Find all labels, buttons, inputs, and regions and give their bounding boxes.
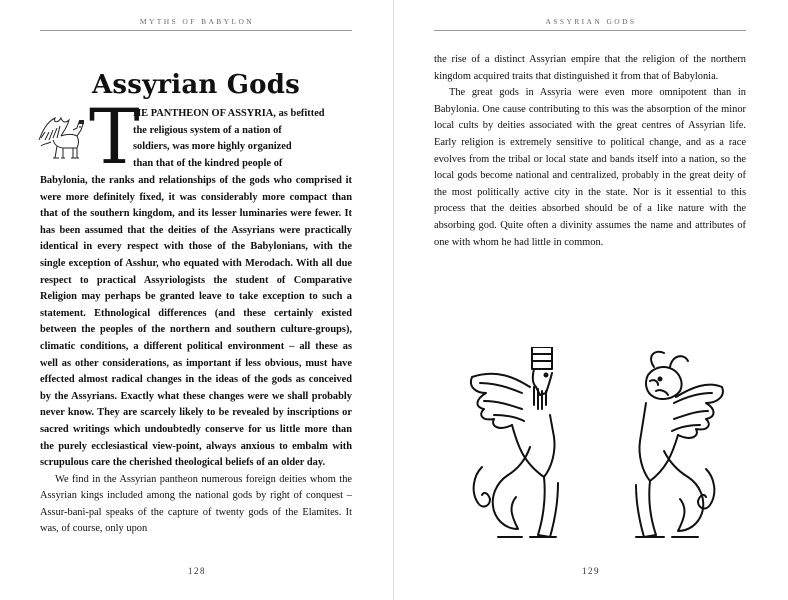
- running-head-left: MYTHS OF BABYLON: [139, 17, 255, 26]
- right-page: [394, 0, 788, 600]
- right-body-text: [434, 52, 746, 251]
- header-rule-right: [434, 30, 746, 31]
- chapter-title: Assyrian Gods: [92, 70, 300, 100]
- winged-sphinxes-illustration: [460, 347, 726, 557]
- drop-cap: T: [89, 92, 140, 181]
- opening-line: soldiers, was more highly organized: [133, 141, 292, 153]
- page-number-right: 129: [582, 566, 600, 576]
- body-paragraph: the rise of a distinct Assyrian empire that the religion of the northern kingdom acquired traits that distinguished it from that of Babylonia.: [434, 54, 746, 82]
- opening-line: the religious system of a nation of: [133, 124, 282, 136]
- page-number-left: 128: [188, 566, 206, 576]
- running-head-right: ASSYRIAN GODS: [545, 17, 637, 26]
- opening-paragraph: Babylonia, the ranks and relationships of the gods who comprised it were more definitely fixed, it was considerably more compact than that of the southern kingdom, and its lesser luminaries were fewer. It has been assumed that the deities of the Assyrians were practically identical in every respect with those of the Babylonians, with the single exception of Asshur, who equated with Merodach. With all due respect to practical Assyriologists the student of Comparative Religion may perhaps be granted leave to take exception to such a statement. Ethnological differences (and these certainly existed between the peoples of the northern and southern culture-groups), climatic conditions, a different political environment – all these as well as other considerations, as important if less obvious, must have effected almost radical changes in the ideas of the gods as conceived by the Assyrians. Exactly what these changes were we shall probably never know. They are scarcely likely to be revealed by inscriptions or sacred writings which undoubtedly conserve for us little more than the purely ecclesiastical view-point, always anxious to embalm with scrupulous care the cherished theological beliefs of an older day.: [40, 175, 352, 469]
- opening-lines: [133, 106, 352, 172]
- opening-line: than that of the kindred people of: [133, 157, 283, 169]
- body-paragraph: The great gods in Assyria were even more omnipotent than in Babylonia. One cause contributing to this was the absorption of the minor local cults by deities associated with the great centres of Assyrian life. Early religion is extremely sensitive to political change, and as a race evolves from the tribal or local state and bands itself into a nation, so the local gods become national and centralized, probably in the great deity of the most politically active city in the state. Nor is it essential to this process that the deities absorbed should be of a like nature with the absorbing god. Quite often a divinity assumes the name and attributes of one with whom he had little in common.: [434, 87, 746, 248]
- opening-line: HE PANTHEON OF ASSYRIA, as befitted: [133, 108, 325, 119]
- winged-bull-icon: [33, 110, 87, 162]
- body-paragraph: We find in the Assyrian pantheon numerous foreign deities whom the Assyrian kings included among the national gods by right of conquest – Assur-bani-pal speaks of the capture of twenty gods of the Elamites. It was, of course, only upon: [40, 473, 352, 535]
- header-rule-left: [40, 30, 352, 31]
- left-body-text: [40, 173, 352, 538]
